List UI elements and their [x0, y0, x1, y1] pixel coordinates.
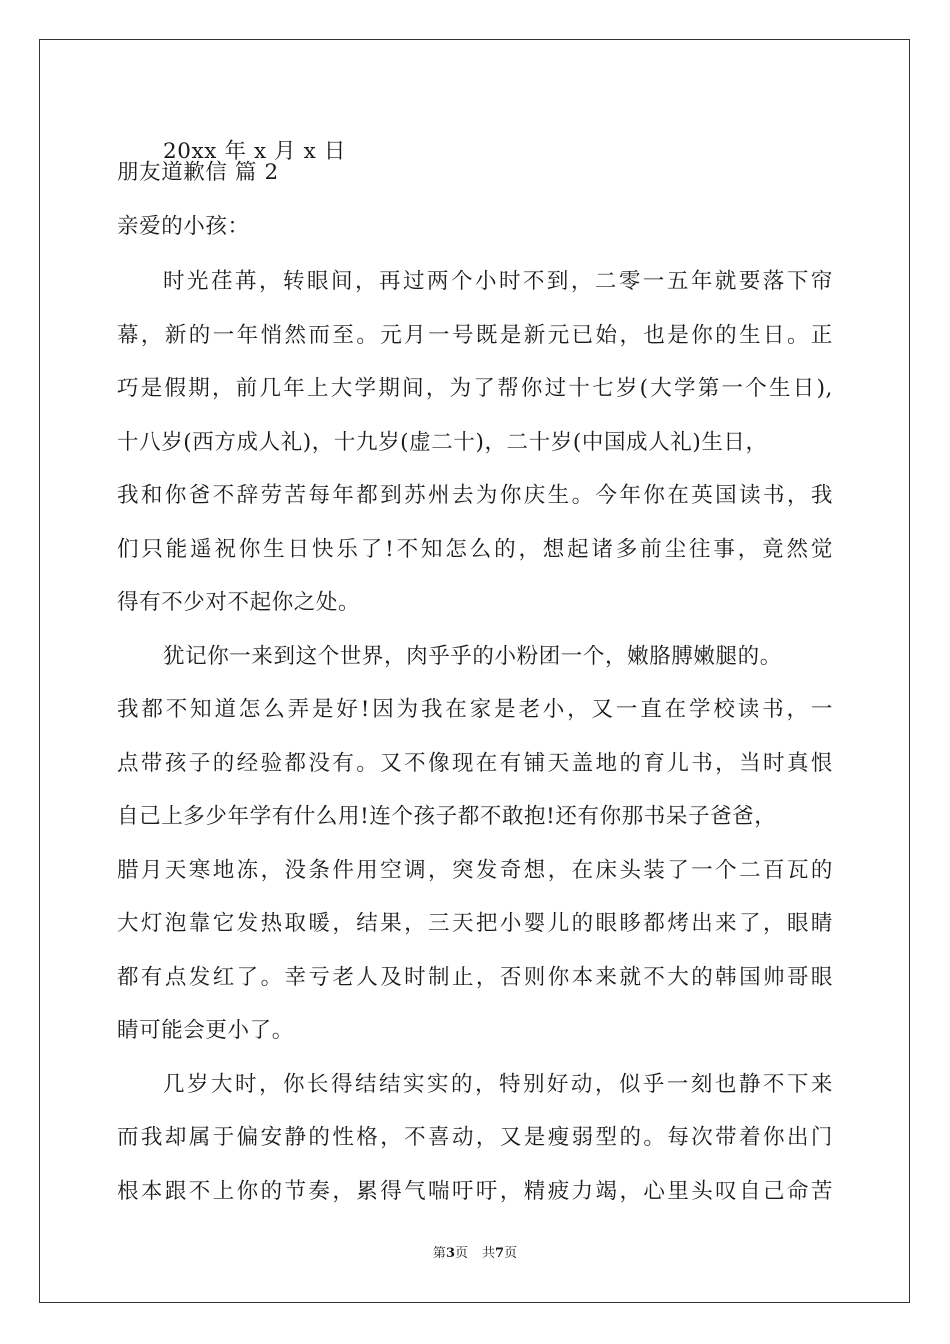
- total-prefix: 共: [482, 1246, 496, 1261]
- paragraph-line: 自己上多少年学有什么用!连个孩子都不敢抱!还有你那书呆子爸爸，: [117, 804, 777, 829]
- paragraph-line: 时光荏苒，转眼间，再过两个小时不到，二零一五年就要落下帘: [163, 269, 833, 294]
- paragraph-line: 点带孩子的经验都没有。又不像现在有铺天盖地的育儿书，当时真恨: [117, 751, 833, 776]
- paragraph-line: 而我却属于偏安静的性格，不喜动，又是瘦弱型的。每次带着你出门: [117, 1125, 833, 1150]
- paragraph-line: 大灯泡靠它发热取暖，结果，三天把小婴儿的眼眵都烤出来了，眼睛: [117, 911, 833, 936]
- paragraph-line: 们只能遥祝你生日快乐了!不知怎么的，想起诸多前尘往事，竟然觉: [117, 537, 833, 562]
- paragraph-line: 得有不少对不起你之处。: [117, 590, 361, 615]
- salutation: 亲爱的小孩：: [117, 214, 250, 239]
- paragraph-line: 腊月天寒地冻，没条件用空调，突发奇想，在床头装了一个二百瓦的: [117, 858, 833, 883]
- paragraph-line: 幕，新的一年悄然而至。元月一号既是新元已始，也是你的生日。正: [117, 323, 833, 348]
- paragraph-line: 巧是假期，前几年上大学期间，为了帮你过十七岁(大学第一个生日),: [117, 376, 833, 401]
- section-heading: 朋友道歉信 篇 2: [117, 160, 279, 185]
- paragraph-line: 我和你爸不辞劳苦每年都到苏州去为你庆生。今年你在英国读书，我: [117, 483, 833, 508]
- page-footer: [0, 1245, 950, 1263]
- total-pages: 7: [495, 1246, 505, 1261]
- paragraph-line: 我都不知道怎么弄是好!因为我在家是老小，又一直在学校读书，一: [117, 697, 833, 722]
- paragraph-line: 都有点发红了。幸亏老人及时制止，否则你本来就不大的韩国帅哥眼: [117, 965, 833, 990]
- total-suffix: 页: [504, 1246, 518, 1261]
- paragraph-line: 十八岁(西方成人礼)，十九岁(虚二十)，二十岁(中国成人礼)生日，: [117, 430, 768, 455]
- page-suffix: 页: [454, 1246, 468, 1261]
- page-prefix: 第: [432, 1246, 446, 1261]
- paragraph-line: 犹记你一来到这个世界，肉乎乎的小粉团一个，嫩胳膊嫩腿的。: [163, 644, 782, 669]
- letter-date: 20xx 年 x 月 x 日: [163, 139, 346, 164]
- paragraph-line: 根本跟不上你的节奏，累得气喘吁吁，精疲力竭，心里头叹自己命苦: [117, 1179, 833, 1204]
- paragraph-line: 几岁大时，你长得结结实实的，特别好动，似乎一刻也静不下来: [163, 1072, 833, 1097]
- paragraph-line: 睛可能会更小了。: [117, 1018, 294, 1043]
- page-number: 3: [445, 1246, 455, 1261]
